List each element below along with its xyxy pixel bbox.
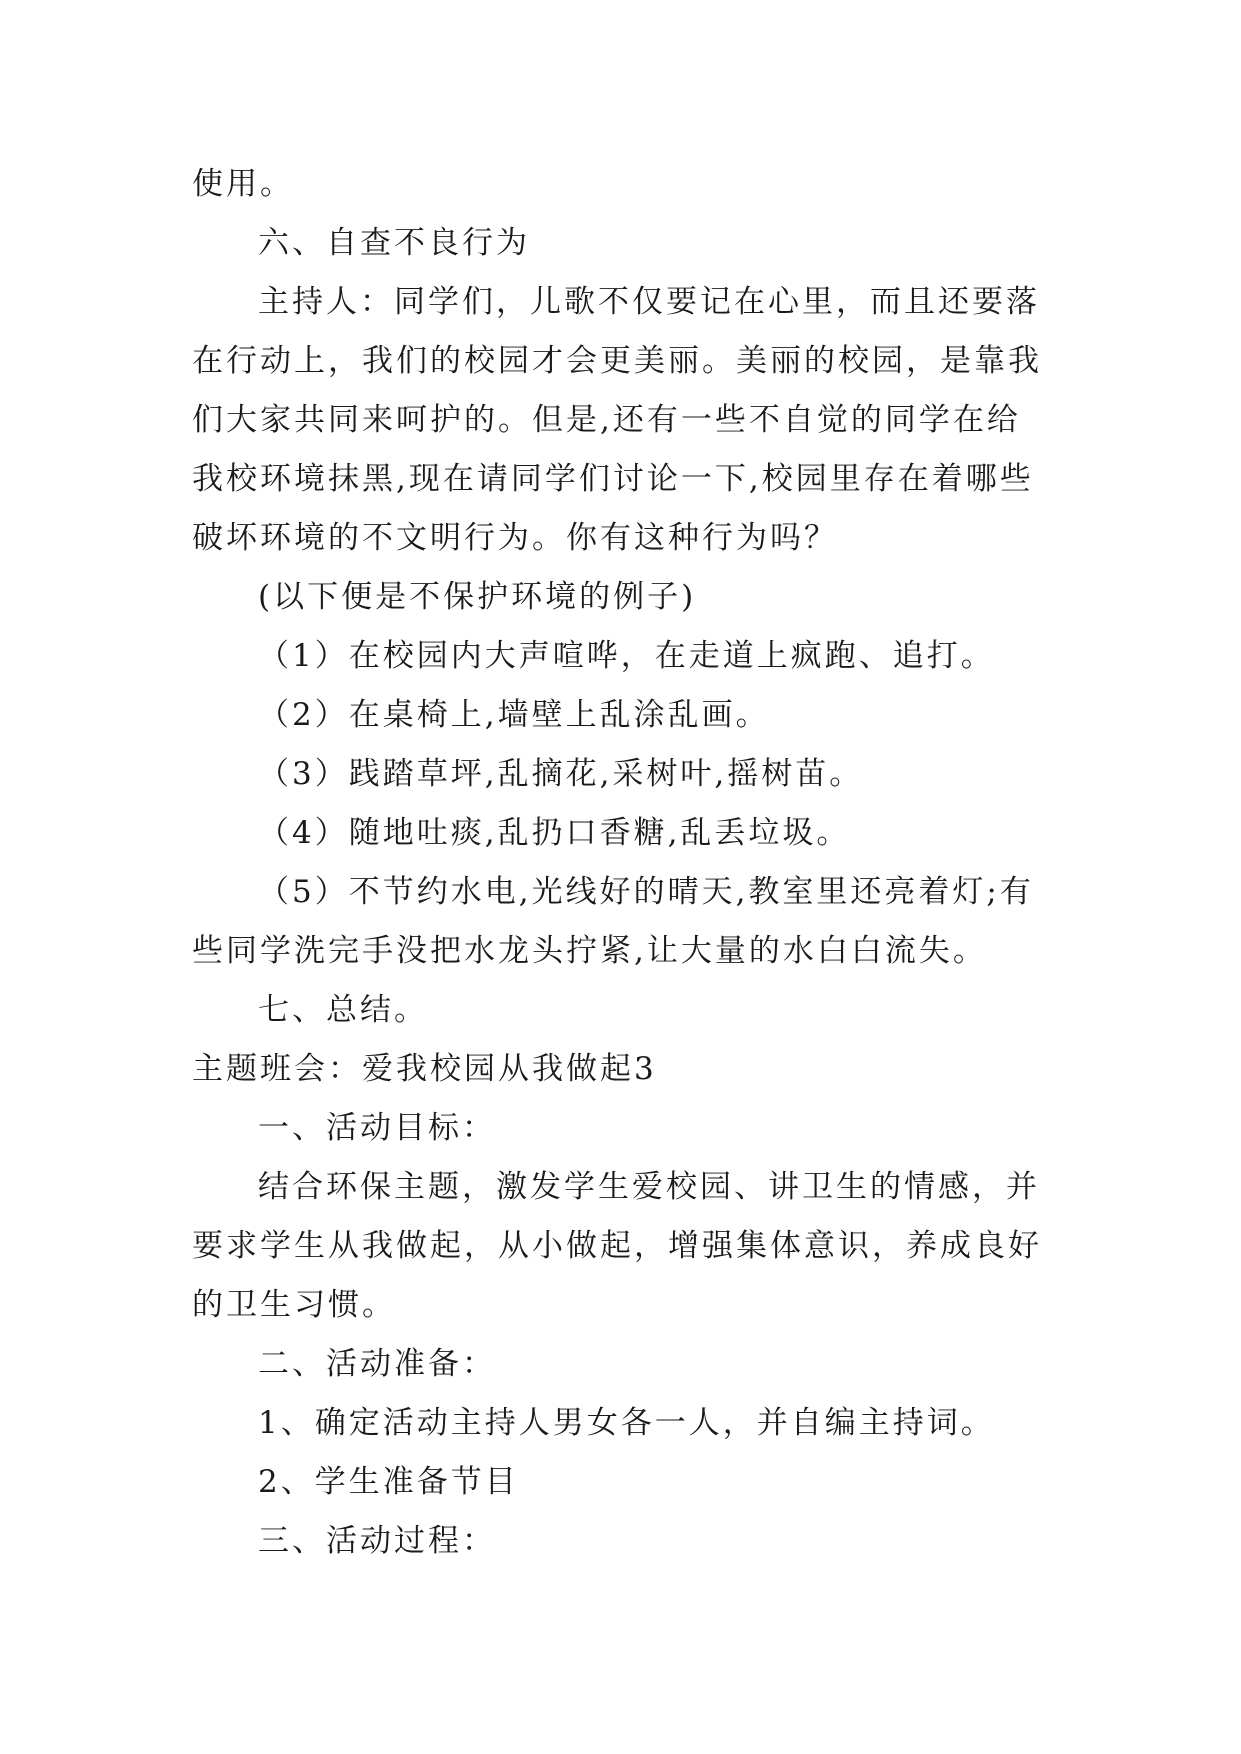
preparation-item-1: 1、确定活动主持人男女各一人，并自编主持词。 [258,1405,995,1441]
example-item-5: （5）不节约水电,光线好的晴天,教室里还亮着灯;有些同学洗完手没把水龙头拧紧,让大量的水白白流失。 [192,874,1034,969]
goals-paragraph: 结合环保主题，激发学生爱校园、讲卫生的情感，并要求学生从我做起，从小做起，增强集体意识，养成良好的卫生习惯。 [192,1169,1042,1323]
section-heading-goals: 一、活动目标： [258,1110,496,1146]
section-heading-7: 七、总结。 [258,992,428,1028]
example-item-3: （3）践踏草坪,乱摘花,采树叶,摇树苗。 [258,756,864,792]
document-title-3: 主题班会：爱我校园从我做起3 [192,1051,657,1087]
host-speech-paragraph: 主持人：同学们，儿歌不仅要记在心里，而且还要落在行动上，我们的校园才会更美丽。美丽的校园，是靠我们大家共同来呵护的。但是,还有一些不自觉的同学在给我校环境抹黑,现在请同学们讨论一下,校园里存在着哪些破坏环境的不文明行为。你有这种行为吗？ [192,284,1042,556]
example-item-2: （2）在桌椅上,墙壁上乱涂乱画。 [258,697,770,733]
section-heading-process: 三、活动过程： [258,1523,496,1559]
section-heading-preparation: 二、活动准备： [258,1346,496,1382]
document-body [192,155,1052,1571]
section-heading-6: 六、自查不良行为 [258,225,530,261]
preparation-item-2: 2、学生准备节目 [258,1464,519,1500]
examples-intro: (以下便是不保护环境的例子) [258,579,697,615]
paragraph-continuation: 使用。 [192,166,294,202]
example-item-1: （1）在校园内大声喧哗，在走道上疯跑、追打。 [258,638,995,674]
example-item-4: （4）随地吐痰,乱扔口香糖,乱丢垃圾。 [258,815,851,851]
